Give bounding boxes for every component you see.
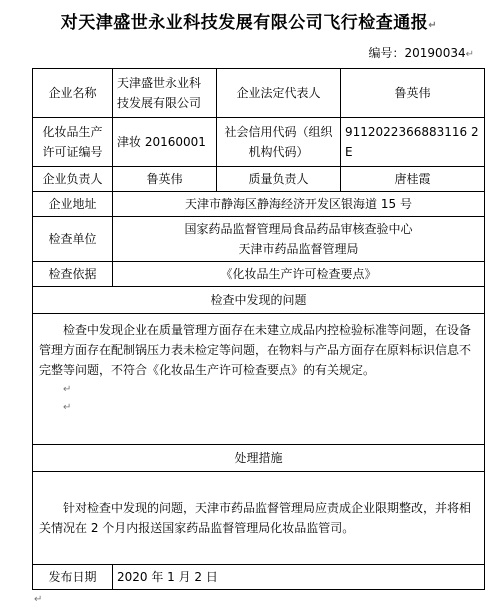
person-in-charge-value: 鲁英伟 xyxy=(113,167,217,192)
paragraph-mark: ↵ xyxy=(34,594,43,605)
measures-text: 针对检查中发现的问题，天津市药品监督管理局应责成企业限期整改，并将相关情况在 2 个月内报送国家药品监督管理局化妆品监管司。 xyxy=(39,501,472,535)
basis-label: 检查依据 xyxy=(33,262,113,287)
inspector-label: 检查单位 xyxy=(33,217,113,262)
credit-code-value: 9112022366883116 2E xyxy=(341,118,485,167)
inspection-report-table xyxy=(32,68,485,590)
company-name-label: 企业名称 xyxy=(33,69,113,118)
quality-label: 质量负责人 xyxy=(217,167,341,192)
paragraph-mark: ↵ xyxy=(428,20,438,31)
table-row-date xyxy=(33,565,485,590)
person-in-charge-label: 企业负责人 xyxy=(33,167,113,192)
table-row-measures-head xyxy=(33,445,485,472)
table-row-inspector xyxy=(33,217,485,262)
document-number xyxy=(369,44,474,61)
table-row-findings-body xyxy=(33,314,485,445)
measures-body xyxy=(33,472,485,565)
paragraph-mark: ↵ xyxy=(63,402,72,413)
company-name-value: 天津盛世永业科技发展有限公司 xyxy=(113,69,217,118)
measures-heading: 处理措施 xyxy=(33,445,485,472)
inspector-line-2: 天津市药品监督管理局 xyxy=(238,242,359,256)
license-label: 化妆品生产许可证编号 xyxy=(33,118,113,167)
quality-person-value: 唐桂霞 xyxy=(341,167,485,192)
table-row-license xyxy=(33,118,485,167)
document-number-text: 编号：20190034 xyxy=(368,46,466,60)
paragraph-mark: ↵ xyxy=(63,384,72,395)
legal-rep-value: 鲁英伟 xyxy=(341,69,485,118)
license-value: 津妆 20160001 xyxy=(113,118,217,167)
credit-code-label: 社会信用代码（组织机构代码） xyxy=(217,118,341,167)
address-label: 企业地址 xyxy=(33,192,113,217)
address-value: 天津市静海区静海经济开发区银海道 15 号 xyxy=(113,192,485,217)
findings-text: 检查中发现企业在质量管理方面存在未建立成品内控检验标准等问题，在设备管理方面存在配制锅压力表未检定等问题，在物料与产品方面存在原料标识信息不完整等问题，不符合《化妆品生产许可检查要点》的有关规定。 xyxy=(39,323,472,377)
date-value: 2020 年 1 月 2 日 xyxy=(113,565,485,590)
findings-body xyxy=(33,314,485,445)
paragraph-mark: ↵ xyxy=(465,49,474,60)
table-row-findings-head xyxy=(33,287,485,314)
table-row-measures-body xyxy=(33,472,485,565)
inspector-line-1: 国家药品监督管理局食品药品审核查验中心 xyxy=(184,222,413,236)
report-title xyxy=(0,8,498,33)
findings-heading: 检查中发现的问题 xyxy=(33,287,485,314)
report-title-text: 对天津盛世永业科技发展有限公司飞行检查通报 xyxy=(60,13,429,33)
table-row-company xyxy=(33,69,485,118)
basis-value: 《化妆品生产许可检查要点》 xyxy=(113,262,485,287)
table-row-address xyxy=(33,192,485,217)
inspector-value xyxy=(113,217,485,262)
table-row-basis xyxy=(33,262,485,287)
table-row-responsible xyxy=(33,167,485,192)
date-label: 发布日期 xyxy=(33,565,113,590)
legal-rep-label: 企业法定代表人 xyxy=(217,69,341,118)
